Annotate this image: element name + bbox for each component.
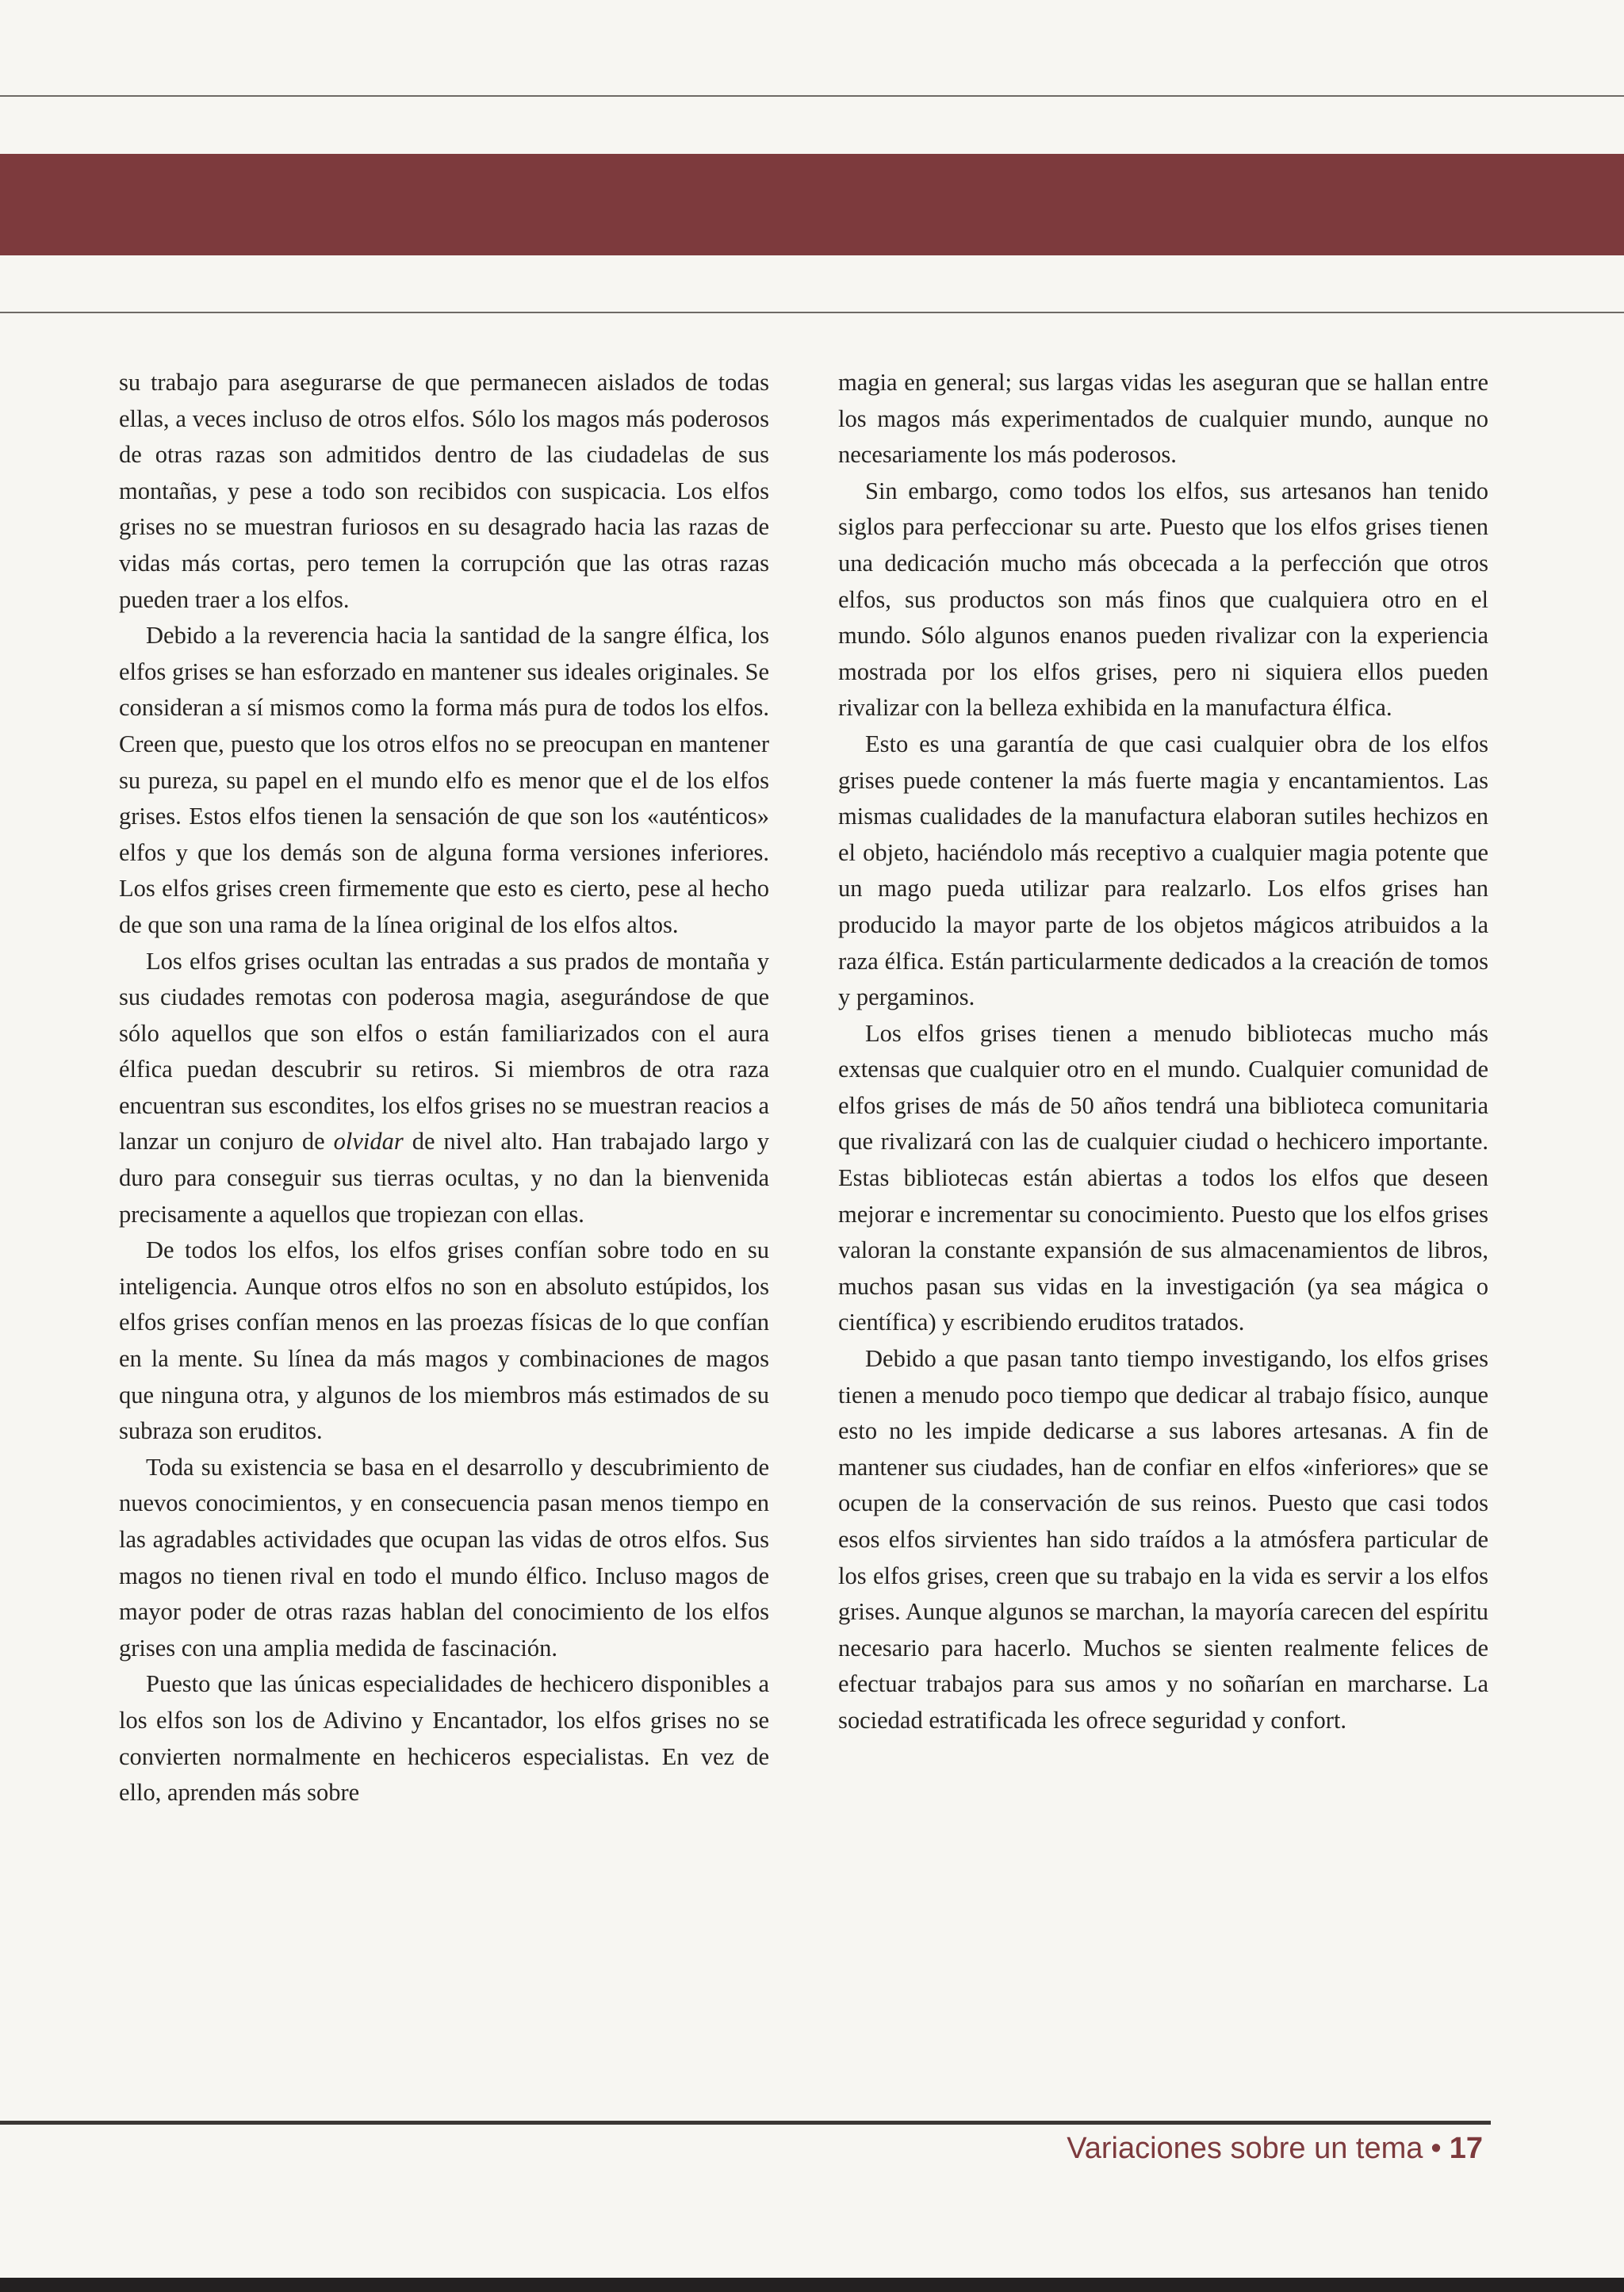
paragraph: magia en general; sus largas vidas les aseguran que se hallan entre los magos más experimentados de cualquier mundo, aunque no necesariamente los más poderosos. — [838, 369, 1488, 469]
page-number: 17 — [1449, 2132, 1483, 2165]
paragraph: Esto es una garantía de que casi cualquier obra de los elfos grises puede contener la más fuerte magia y encantamientos. Las mismas cualidades de la manufactura elaboran sutiles hechizos en el objeto, haciéndolo más receptivo a cualquier magia potente que un mago pueda utilizar para realzarlo. Los elfos grises han producido la mayor parte de los objetos mágicos atribuidos a la raza élfica. Están particularmente dedicados a la creación de tomos y pergaminos. — [838, 730, 1488, 1011]
bullet-separator: • — [1431, 2132, 1442, 2165]
header-bottom-rule — [0, 312, 1624, 313]
running-footer — [1067, 2132, 1483, 2166]
footer-rule — [0, 2121, 1491, 2125]
bottom-edge-bar — [0, 2278, 1624, 2292]
paragraph: Debido a la reverencia hacia la santidad de la sangre élfica, los elfos grises se han esforzado en mantener sus ideales originales. Se consideran a sí mismos como la forma más pura de todos los elfos. Creen que, puesto que los otros elfos no se preocupan en mantener su pureza, su papel en el mundo elfo es menor que el de los elfos grises. Estos elfos tienen la sensación de que son los «auténticos» elfos y que los demás son de alguna forma versiones inferiores. Los elfos grises creen firmemente que esto es cierto, pese al hecho de que son una rama de la línea original de los elfos altos. — [119, 622, 769, 938]
paragraph: Puesto que las únicas especialidades de hechicero disponibles a los elfos son los de Adivino y Encantador, los elfos grises no se convierten normalmente en hechiceros especialistas. En vez de ello, aprenden más sobre — [119, 1670, 769, 1807]
paragraph: Sin embargo, como todos los elfos, sus artesanos han tenido siglos para perfeccionar su arte. Puesto que los elfos grises tienen una dedicación mucho más obcecada a la perfección que otros elfos, sus productos son más finos que cualquiera otro en el mundo. Sólo algunos enanos pueden rivalizar con la experiencia mostrada por los elfos grises, pero ni siquiera ellos pueden rivalizar con la belleza exhibida en la manufactura élfica. — [838, 477, 1488, 722]
paragraph-text: de nivel alto. Han trabajado largo y duro para conseguir sus tierras ocultas, y no dan la bienvenida precisamente a aquellos que tropiezan con ellas. — [119, 1128, 770, 1228]
text-column-left — [119, 365, 769, 1811]
chapter-title: Variaciones sobre un tema — [1067, 2132, 1423, 2165]
paragraph-text: Los elfos grises ocultan las entradas a sus prados de montaña y sus ciudades remotas con poderosa magia, asegurándose de que sólo aquellos que son elfos o están familiarizados con el aura élfica puedan descubrir su retiros. Si miembros de otra raza encuentran sus escondites, los elfos grises no se muestran reacios a lanzar un conjuro de — [119, 947, 769, 1156]
paragraph: Los elfos grises tienen a menudo bibliotecas mucho más extensas que cualquier otro en el mundo. Cualquier comunidad de elfos grises de más de 50 años tendrá una biblioteca comunitaria que rivalizará con las de cualquier ciudad o hechicero importante. Estas bibliotecas están abiertas a todos los elfos que deseen mejorar e incrementar su conocimiento. Puesto que los elfos grises valoran la constante expansión de sus almacenamientos de libros, muchos pasan sus vidas en la investigación (ya sea mágica o científica) y escribiendo eruditos tratados. — [838, 1019, 1488, 1336]
paragraph: su trabajo para asegurarse de que permanecen aislados de todas ellas, a veces incluso de otros elfos. Sólo los magos más poderosos de otras razas son admitidos dentro de las ciudadelas de sus montañas, y pese a todo son recibidos con suspicacia. Los elfos grises no se muestran furiosos en su desagrado hacia las razas de vidas más cortas, pero temen la corrupción que las otras razas pueden traer a los elfos. — [119, 369, 769, 613]
paragraph — [119, 944, 769, 1233]
paragraph: Toda su existencia se basa en el desarrollo y descubrimiento de nuevos conocimientos, y en consecuencia pasan menos tiempo en las agradables actividades que ocupan las vidas de otros elfos. Sus magos no tienen rival en todo el mundo élfico. Incluso magos de mayor poder de otras razas hablan del conocimiento de los elfos grises con una amplia medida de fascinación. — [119, 1453, 769, 1662]
paragraph: Debido a que pasan tanto tiempo investigando, los elfos grises tienen a menudo poco tiempo que dedicar al trabajo físico, aunque esto no les impide dedicarse a sus labores artesanas. A fin de mantener sus ciudades, han de confiar en elfos «inferiores» que se ocupen de la conservación de sus reinos. Puesto que casi todos esos elfos sirvientes han sido traídos a la atmósfera particular de los elfos grises, creen que su trabajo en la vida es servir a los elfos grises. Aunque algunos se marchan, la mayoría carecen del espíritu necesario para hacerlo. Muchos se sienten realmente felices de efectuar trabajos para sus amos y no soñarían en marcharse. La sociedad estratificada les ofrece seguridad y confort. — [838, 1345, 1488, 1734]
header-color-band — [0, 154, 1624, 255]
spell-name: olvidar — [333, 1128, 404, 1156]
text-column-right — [838, 365, 1488, 1739]
header-top-rule — [0, 95, 1624, 97]
paragraph: De todos los elfos, los elfos grises confían sobre todo en su inteligencia. Aunque otros elfos no son en absoluto estúpidos, los elfos grises confían menos en las proezas físicas de lo que confían en la mente. Su línea da más magos y combinaciones de magos que ninguna otra, y algunos de los miembros más estimados de su subraza son eruditos. — [119, 1236, 769, 1445]
